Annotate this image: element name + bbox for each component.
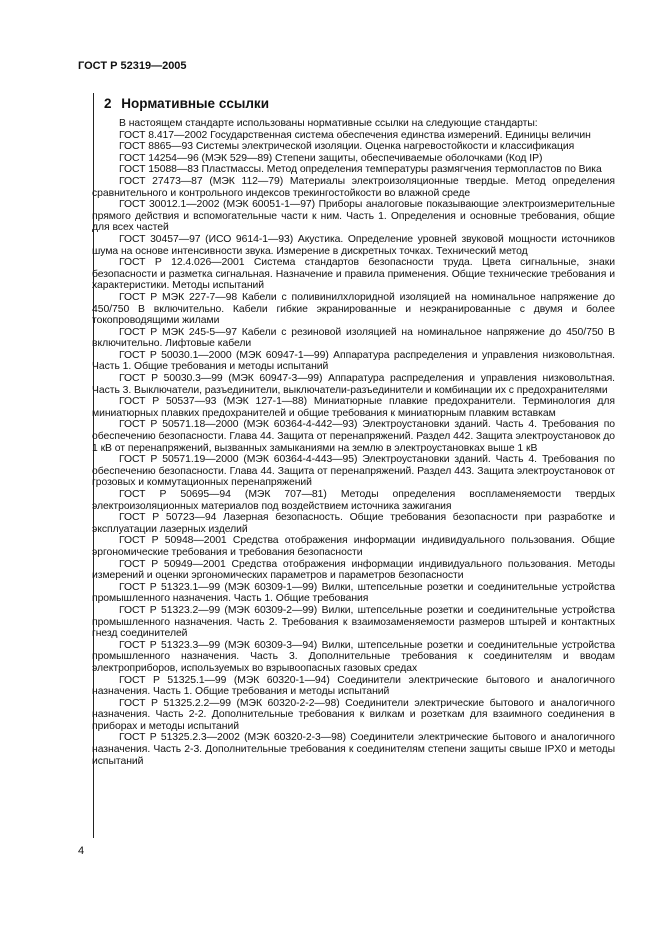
page-number: 4 (78, 845, 85, 857)
document-id-header: ГОСТ Р 52319—2005 (78, 60, 187, 72)
reference-list (92, 130, 615, 768)
reference-entry: ГОСТ Р 50030.3—99 (МЭК 60947-3—99) Аппаратура распределения и управления низковольтная. Часть 3. Выключатели, разъединители, выключатели-разъединители и комбинации их с предохранителями (92, 373, 615, 396)
reference-entry: ГОСТ 30012.1—2002 (МЭК 60051-1—97) Приборы аналоговые показывающие электроизмерительные прямого действия и вспомогательные части к ним. Часть 1. Определения и основные требования, общие для всех частей (92, 199, 615, 234)
reference-entry: ГОСТ 30457—97 (ИСО 9614-1—93) Акустика. Определение уровней звуковой мощности источников шума на основе интенсивности звука. Измерение в дискретных точках. Технический метод (92, 233, 615, 257)
reference-entry: ГОСТ Р 50537—93 (МЭК 127-1—88) Миниатюрные плавкие предохранители. Терминология для миниатюрных плавких предохранителей и общие требования к миниатюрным плавким вставкам (92, 396, 615, 419)
reference-entry: ГОСТ 8865—93 Системы электрической изоляции. Оценка нагревостойкости и классификация (119, 141, 575, 153)
reference-entry: ГОСТ Р МЭК 227-7—98 Кабели с поливинилхлоридной изоляцией на номинальное напряжение до 450/750 В включительно. Кабели гибкие экранированные и неэкранированные с двумя и более токопроводящими жилами (92, 291, 615, 327)
section-heading (104, 96, 269, 111)
reference-entry: ГОСТ Р 50723—94 Лазерная безопасность. Общие требования безопасности при разработке и эксплуатации лазерных изделий (92, 512, 615, 535)
reference-entry: ГОСТ Р 51325.2.3—2002 (МЭК 60320-2-3—98) Соединители электрические бытового и аналогичного назначения. Часть 2-3. Дополнительные требования к соединителям степени защиты свыше IPX0 и методы испытаний (92, 732, 615, 767)
reference-entry: ГОСТ 27473—87 (МЭК 112—79) Материалы электроизоляционные твердые. Метод определения сравнительного и контрольного индексов трекингостойкости во влажной среде (92, 175, 615, 199)
reference-entry: ГОСТ Р 50695—94 (МЭК 707—81) Методы определения воспламеняемости твердых электроизоляционных материалов под воздействием источника зажигания (92, 489, 615, 512)
section-number: 2 (104, 96, 112, 111)
reference-entry: ГОСТ Р 51325.1—99 (МЭК 60320-1—94) Соединители электрические бытового и аналогичного назначения. Часть 1. Общие требования и методы испытаний (92, 674, 615, 698)
reference-entry: ГОСТ 15088—83 Пластмассы. Метод определения температуры размягчения термопластов по Вика (119, 164, 602, 176)
section-title: Нормативные ссылки (121, 96, 269, 111)
reference-entry: ГОСТ Р 12.4.026—2001 Система стандартов безопасности труда. Цвета сигнальные, знаки безопасности и разметка сигнальная. Назначение и правила применения. Общие технические требования и характеристики. Методы испытаний (92, 257, 615, 292)
reference-entry: ГОСТ Р 51323.3—99 (МЭК 60309-3—94) Вилки, штепсельные розетки и соединительные устройства промышленного назначения. Часть 3. Дополнительные требования к соединителям и вводам электроприборов, используемых во взрывоопасных газовых средах (92, 639, 615, 674)
intro-paragraph: В настоящем стандарте использованы нормативные ссылки на следующие стандарты: (119, 118, 538, 129)
reference-entry: ГОСТ Р 51323.1—99 (МЭК 60309-1—99) Вилки, штепсельные розетки и соединительные устройства промышленного назначения. Часть 1. Общие требования (92, 581, 615, 605)
reference-entry: ГОСТ Р 50948—2001 Средства отображения информации индивидуального пользования. Общие эргономические требования и требования безопасности (92, 535, 615, 558)
reference-entry: ГОСТ Р 50571.18—2000 (МЭК 60364-4-442—93) Электроустановки зданий. Часть 4. Требования по обеспечению безопасности. Глава 44. Защита от перенапряжений. Раздел 442. Защита электроустановок до 1 кВ от перенапряжений, вызванных замыканиями на землю в электроустановках выше 1 кВ (92, 419, 615, 454)
reference-entry: ГОСТ Р 51323.2—99 (МЭК 60309-2—99) Вилки, штепсельные розетки и соединительные устройства промышленного назначения. Часть 2. Требования к взаимозаменяемости размеров штырей и контактных гнезд соединителей (92, 604, 615, 640)
reference-entry: ГОСТ Р 50949—2001 Средства отображения информации индивидуального пользования. Методы измерений и оценки эргономических параметров и параметров безопасности (92, 558, 615, 582)
reference-entry: ГОСТ Р 50571.19—2000 (МЭК 60364-4-443—95) Электроустановки зданий. Часть 4. Требования по обеспечению безопасности. Глава 44. Защита от перенапряжений. Раздел 443. Защита электроустановок от грозовых и коммутационных перенапряжений (92, 454, 615, 489)
reference-entry: ГОСТ Р МЭК 245-5—97 Кабели с резиновой изоляцией на номинальное напряжение до 450/750 В включительно. Лифтовые кабели (92, 326, 615, 350)
reference-entry: ГОСТ 8.417—2002 Государственная система обеспечения единства измерений. Единицы величин (119, 129, 591, 141)
reference-entry: ГОСТ 14254—96 (МЭК 529—89) Степени защиты, обеспечиваемые оболочками (Код IP) (119, 152, 543, 164)
reference-entry: ГОСТ Р 50030.1—2000 (МЭК 60947-1—99) Аппаратура распределения и управления низковольтная. Часть 1. Общие требования и методы испытаний (92, 349, 615, 373)
reference-entry: ГОСТ Р 51325.2.2—99 (МЭК 60320-2-2—98) Соединители электрические бытового и аналогичного назначения. Часть 2-2. Дополнительные требования к вилкам и розеткам для взаимного соединения в приборах и методы испытаний (92, 697, 615, 732)
references-body (92, 118, 615, 767)
